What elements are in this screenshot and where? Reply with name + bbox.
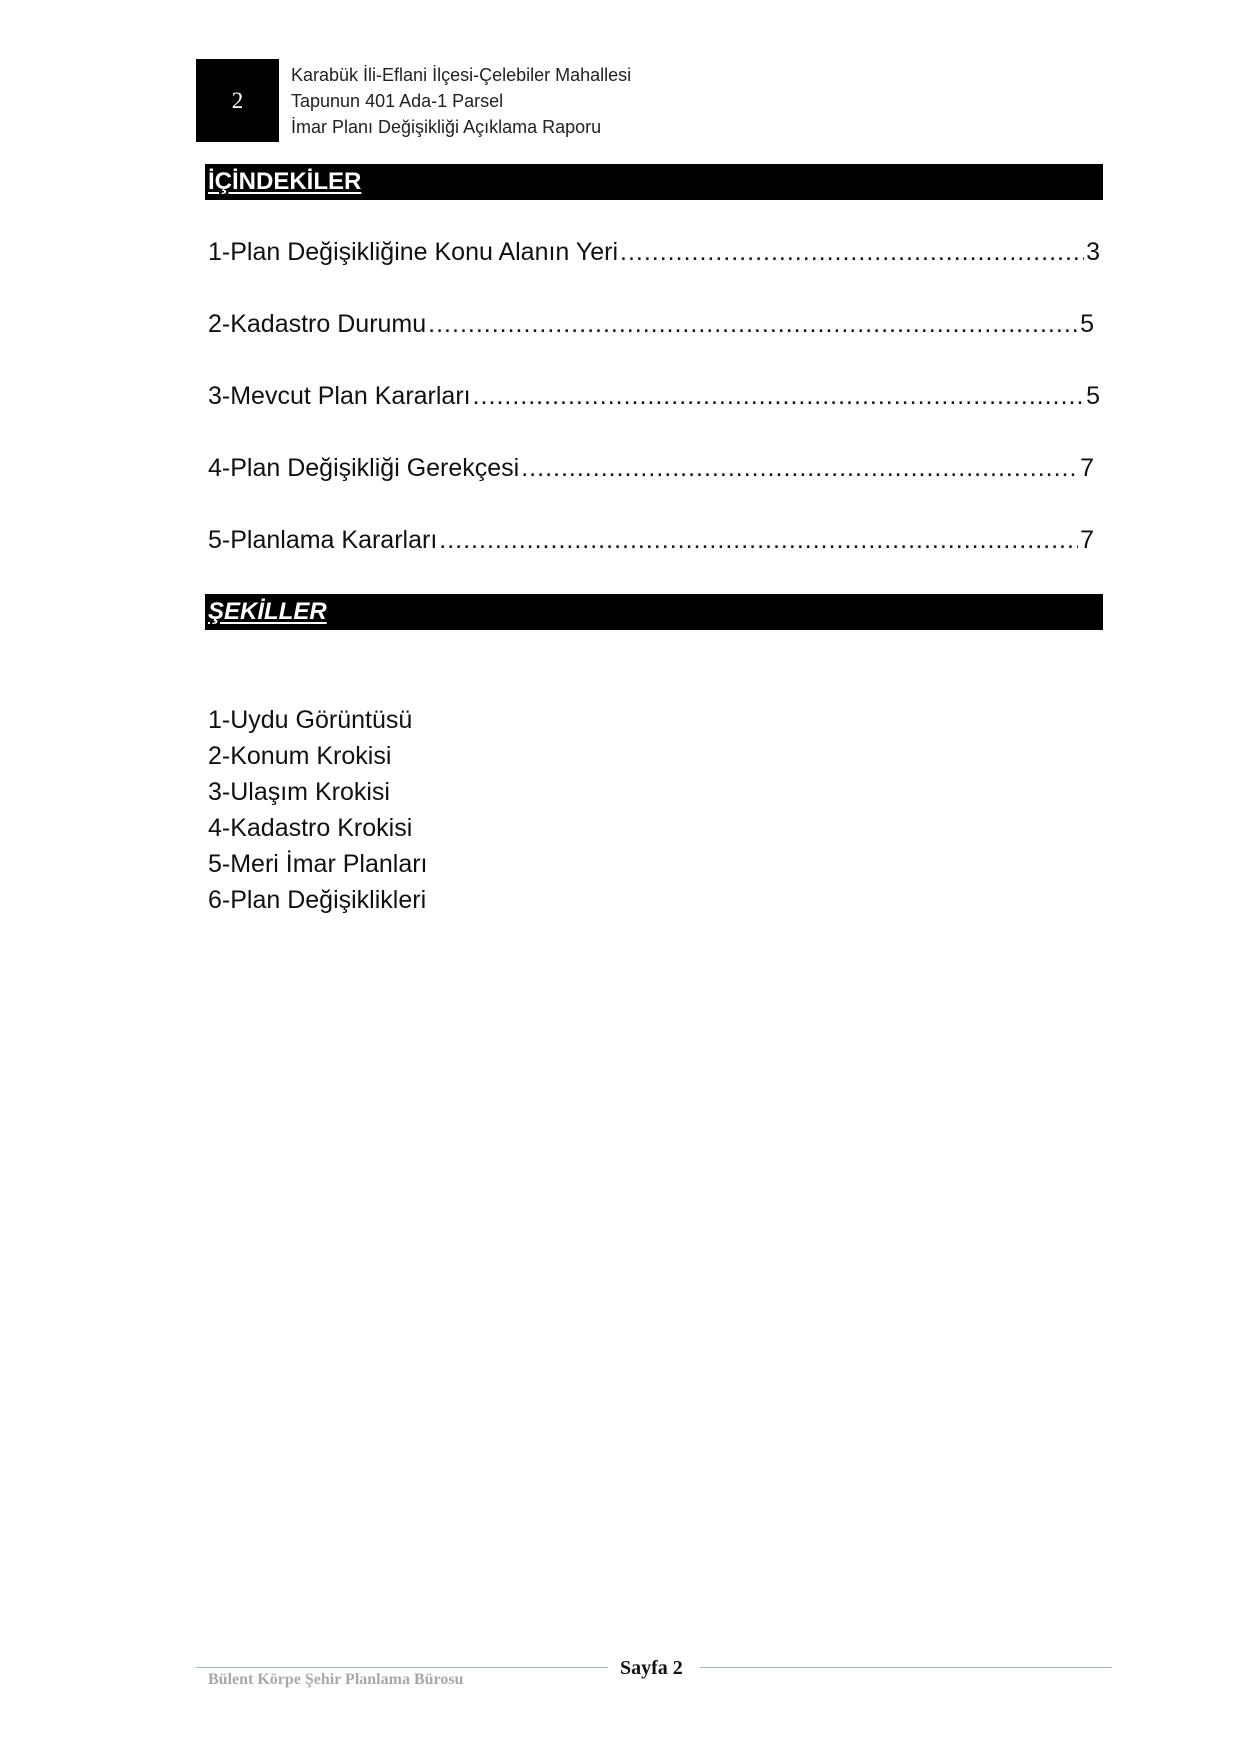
header-line-parcel: Tapunun 401 Ada-1 Parsel [291,91,504,111]
figure-item: 3-Ulaşım Krokisi [208,778,390,806]
toc-entry-page: 5 [1086,382,1100,410]
figures-list [208,702,428,918]
toc-entry [208,382,1100,454]
toc-heading: İÇİNDEKİLER [205,164,1103,200]
header-title-block [291,62,631,140]
header-page-number: 2 [196,59,279,142]
toc-dot-leader [620,238,1084,267]
footer-divider-left [196,1667,608,1668]
toc-entry-title: 1-Plan Değişikliğine Konu Alanın Yeri [208,238,618,266]
toc-dot-leader [428,310,1078,339]
figure-item: 5-Meri İmar Planları [208,850,428,878]
toc-entry-page: 7 [1080,526,1094,554]
footer-page-label: Sayfa 2 [620,1657,683,1679]
toc-entry-title: 4-Plan Değişikliği Gerekçesi [208,454,520,482]
toc-entry [208,310,1100,382]
toc-entry-title: 3-Mevcut Plan Kararları [208,382,471,410]
toc-dot-leader [473,382,1084,411]
toc-entry-page: 5 [1080,310,1094,338]
figure-item: 2-Konum Krokisi [208,742,392,770]
header-line-location: Karabük İli-Eflani İlçesi-Çelebiler Mahallesi [291,65,632,85]
toc-entry-title: 5-Planlama Kararları [208,526,438,554]
toc-entry-page: 7 [1080,454,1094,482]
figures-heading: ŞEKİLLER [205,594,1103,630]
toc-entry [208,526,1100,598]
footer-divider-right [700,1667,1112,1668]
toc-list [208,238,1100,598]
header-line-report-title: İmar Planı Değişikliği Açıklama Raporu [291,117,602,137]
footer-office-name: Bülent Körpe Şehir Planlama Bürosu [208,1671,464,1688]
toc-entry-title: 2-Kadastro Durumu [208,310,427,338]
toc-dot-leader [521,454,1078,483]
toc-entry [208,238,1100,310]
toc-dot-leader [439,526,1078,555]
figure-item: 6-Plan Değişiklikleri [208,886,427,914]
figure-item: 1-Uydu Görüntüsü [208,706,413,734]
toc-entry-page: 3 [1086,238,1100,266]
figure-item: 4-Kadastro Krokisi [208,814,413,842]
toc-entry [208,454,1100,526]
